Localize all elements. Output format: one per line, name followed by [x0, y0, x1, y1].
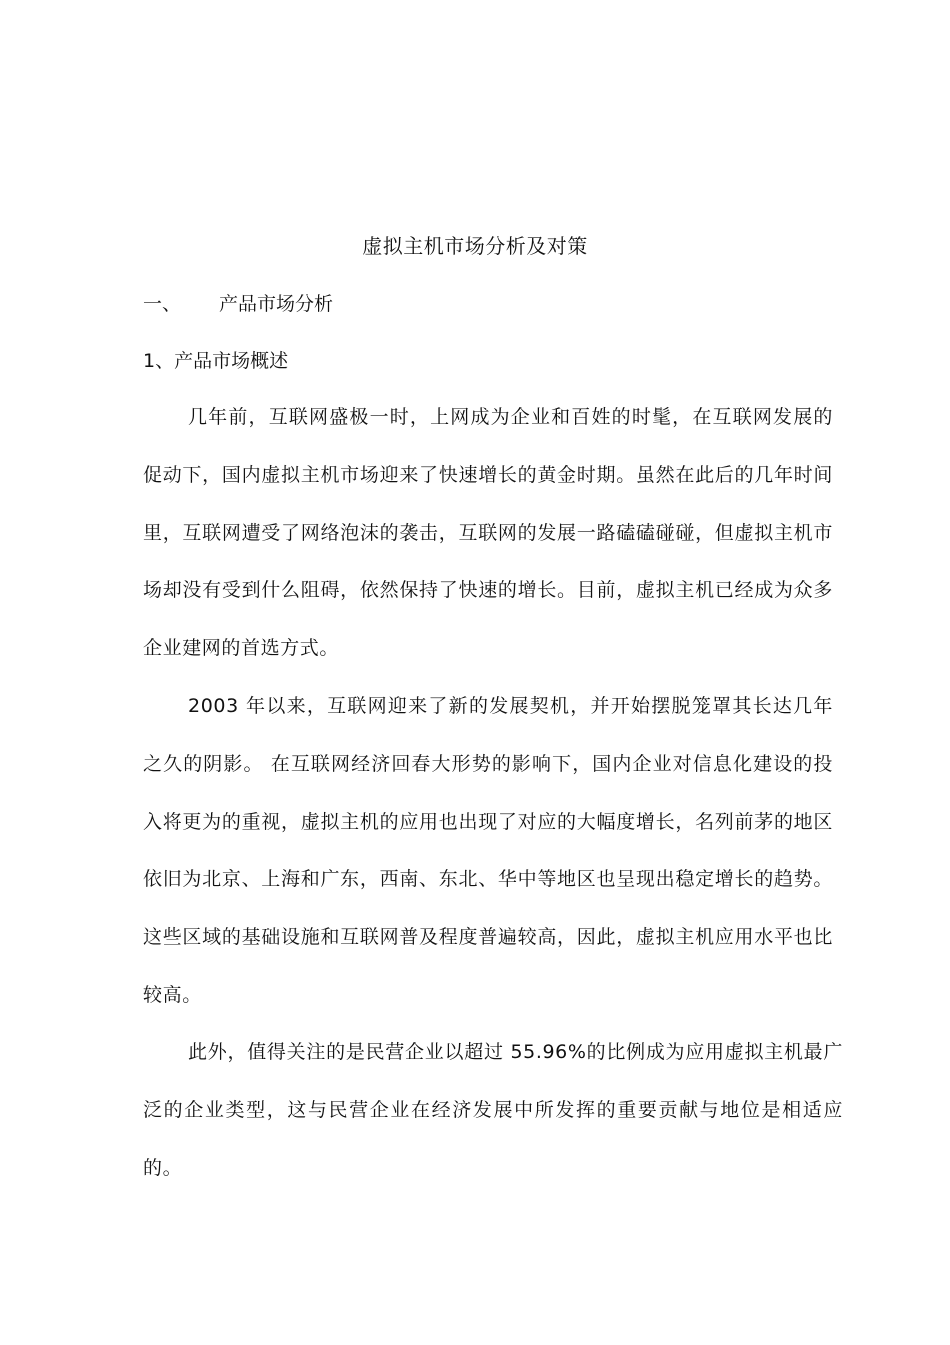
paragraph: 几年前，互联网盛极一时，上网成为企业和百姓的时髦，在互联网发展的促动下，国内虚拟主机市场迎来了快速增长的黄金时期。虽然在此后的几年时间里，互联网遭受了网络泡沫的袭击，互联网的发展一路磕磕碰碰，但虚拟主机市场却没有受到什么阻碍，依然保持了快速的增长。目前，虚拟主机已经成为众多企业建网的首选方式。	[143, 406, 833, 660]
paragraph: 此外，值得关注的是民营企业以超过 55.96%的比例成为应用虚拟主机最广泛的企业类型，这与民营企业在经济发展中所发挥的重要贡献与地位是相适应的。	[143, 1041, 843, 1179]
document-title: 虚拟主机市场分析及对策	[362, 234, 588, 258]
section-heading	[143, 290, 333, 318]
paragraph: 2003 年以来，互联网迎来了新的发展契机，并开始摆脱笼罩其长达几年之久的阴影。 在互联网经济回春大形势的影响下，国内企业对信息化建设的投入将更为的重视，虚拟主机的应用也出现了对应的大幅度增长，名列前茅的地区依旧为北京、上海和广东，西南、东北、华中等地区也呈现出稳定增长的趋势。这些区域的基础设施和互联网普及程度普遍较高，因此，虚拟主机应用水平也比较高。	[143, 695, 833, 1006]
section-number: 一、	[143, 293, 182, 315]
section-title: 产品市场分析	[219, 293, 334, 315]
subsection-heading: 1、产品市场概述	[143, 350, 289, 372]
